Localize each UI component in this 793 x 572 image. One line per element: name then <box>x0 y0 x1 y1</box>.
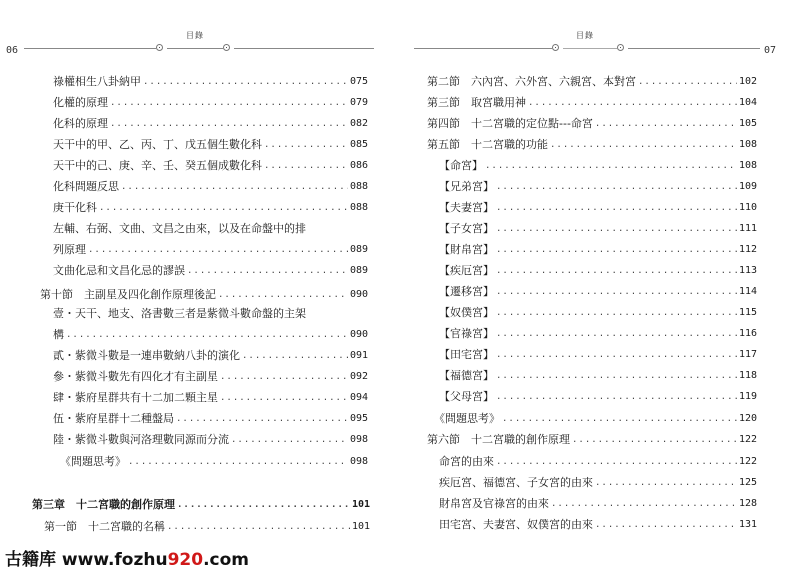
site-watermark <box>5 545 249 570</box>
toc-entry-page: 109 <box>738 181 757 192</box>
toc-entry-title: 肆・紫府星群共有十二加二顆主星 <box>53 391 218 404</box>
header-rule <box>414 48 552 49</box>
toc-entry-title: 【兄弟宮】 <box>439 180 494 193</box>
toc-entry-title: 第三章 十二宮職的創作原理 <box>32 498 175 511</box>
toc-entry-page: 115 <box>738 307 757 318</box>
toc-entry-page: 090 <box>349 289 368 300</box>
left-page <box>0 0 390 572</box>
toc-section-entry[interactable] <box>427 117 757 131</box>
toc-entry-title: 【奴僕宮】 <box>439 306 494 319</box>
toc-entry-title: 化科的原理 <box>53 117 108 130</box>
toc-entry-page: 079 <box>349 97 368 108</box>
toc-entry[interactable] <box>439 497 757 511</box>
toc-entry-title: 伍・紫府星群十二種盤局 <box>53 412 174 425</box>
toc-entry-page: 089 <box>349 265 368 276</box>
toc-entry[interactable] <box>53 243 368 257</box>
toc-entry-page: 122 <box>738 456 757 467</box>
header-rule <box>628 48 760 49</box>
toc-entry-title: 文曲化忌和文昌化忌的謬誤 <box>53 264 185 277</box>
toc-entry[interactable] <box>439 369 757 383</box>
toc-entry[interactable] <box>439 455 757 469</box>
toc-entry[interactable] <box>439 222 757 236</box>
toc-entry-page: 108 <box>738 160 757 171</box>
toc-entry-page: 075 <box>349 76 368 87</box>
toc-entry[interactable] <box>53 391 368 405</box>
toc-entry-page: 090 <box>349 329 368 340</box>
toc-entry[interactable] <box>53 201 368 215</box>
toc-entry-title: 第六節 十二宮職的創作原理 <box>427 433 570 446</box>
toc-section-entry[interactable] <box>427 96 757 110</box>
toc-entry-title: 化科問題反思 <box>53 180 119 193</box>
toc-entry-title: 祿權相生八卦納甲 <box>53 75 141 88</box>
toc-entry[interactable] <box>439 306 757 320</box>
watermark-url-number: 920 <box>167 550 204 570</box>
toc-entry[interactable] <box>439 476 757 490</box>
toc-entry-page: 101 <box>351 499 370 510</box>
watermark-site-name: 古籍库 <box>5 550 56 570</box>
toc-entry-page: 119 <box>738 391 757 402</box>
toc-entry[interactable] <box>439 348 757 362</box>
toc-entry-title: 庚干化科 <box>53 201 97 214</box>
header-title: 目錄 <box>186 31 204 40</box>
right-page <box>400 0 793 572</box>
toc-entry[interactable] <box>439 518 757 532</box>
toc-entry[interactable] <box>53 138 368 152</box>
toc-entry[interactable] <box>439 327 757 341</box>
ornament-icon <box>156 44 163 51</box>
toc-entry-page: 088 <box>349 202 368 213</box>
toc-entry-title: 【官祿宮】 <box>439 327 494 340</box>
ornament-icon <box>552 44 559 51</box>
toc-entry-title: 左輔、右弼、文曲、文昌之由來，以及在命盤中的排 <box>53 222 306 235</box>
toc-entry[interactable] <box>53 117 368 131</box>
toc-entry-page: 105 <box>738 118 757 129</box>
watermark-url-prefix: www.fozhu <box>61 550 168 570</box>
toc-entry-title: 第五節 十二宮職的功能 <box>427 138 548 151</box>
toc-entry-page: 120 <box>738 413 757 424</box>
toc-entry[interactable] <box>439 180 757 194</box>
toc-entry-title: 陸・紫微斗數與河洛理數同源而分流 <box>53 433 229 446</box>
toc-entry-title: 第三節 取宮職用神 <box>427 96 526 109</box>
toc-entry-page: 094 <box>349 392 368 403</box>
toc-entry-page: 113 <box>738 265 757 276</box>
toc-entry-page: 125 <box>738 477 757 488</box>
toc-entry[interactable] <box>53 349 368 363</box>
toc-entry-page: 122 <box>738 434 757 445</box>
toc-entry[interactable] <box>53 370 368 384</box>
toc-entry[interactable] <box>439 201 757 215</box>
toc-entry-title: 【福德宮】 <box>439 369 494 382</box>
toc-entry-title: 疾厄宮、福德宮、子女宮的由來 <box>439 476 593 489</box>
ornament-icon <box>223 44 230 51</box>
toc-entry[interactable] <box>53 222 368 236</box>
toc-entry-title: 《問題思考》 <box>434 412 500 425</box>
toc-entry-title: 第二節 六內宮、六外宮、六親宮、本對宮 <box>427 75 636 88</box>
toc-entry-page: 102 <box>738 76 757 87</box>
toc-entry[interactable] <box>53 328 368 342</box>
header-rule <box>563 48 617 49</box>
toc-entry-title: 化權的原理 <box>53 96 108 109</box>
toc-entry[interactable] <box>53 412 368 426</box>
toc-entry[interactable] <box>439 159 757 173</box>
toc-entry[interactable] <box>53 75 368 89</box>
ornament-icon <box>617 44 624 51</box>
toc-entry-page: 098 <box>349 456 368 467</box>
toc-entry[interactable] <box>53 96 368 110</box>
page-number: 06 <box>6 45 19 56</box>
toc-entry-title: 第四節 十二宮職的定位點---命宮 <box>427 117 593 130</box>
toc-entry-page: 089 <box>349 244 368 255</box>
toc-entry-title: 天干中的己、庚、辛、壬、癸五個成數化科 <box>53 159 262 172</box>
toc-entry-page: 104 <box>738 97 757 108</box>
toc-entry[interactable] <box>60 455 368 469</box>
toc-entry-page: 114 <box>738 286 757 297</box>
toc-entry-title: 構 <box>53 328 64 341</box>
header-rule <box>167 48 223 49</box>
toc-entry-title: 【財帛宮】 <box>439 243 494 256</box>
toc-entry-title: 天干中的甲、乙、丙、丁、戊五個生數化科 <box>53 138 262 151</box>
toc-section-entry[interactable] <box>427 433 757 447</box>
toc-entry-page: 085 <box>349 139 368 150</box>
toc-entry[interactable] <box>434 412 757 426</box>
toc-entry-title: 【疾厄宮】 <box>439 264 494 277</box>
toc-entry-title: 命宮的由來 <box>439 455 494 468</box>
toc-entry-page: 098 <box>349 434 368 445</box>
toc-entry-title: 【父母宮】 <box>439 390 494 403</box>
toc-entry[interactable] <box>53 159 368 173</box>
header-rule <box>234 48 374 49</box>
toc-entry-page: 108 <box>738 139 757 150</box>
toc-entry[interactable] <box>53 307 368 321</box>
toc-section-entry[interactable] <box>427 138 757 152</box>
toc-entry-page: 118 <box>738 370 757 381</box>
header-rule <box>24 48 156 49</box>
toc-entry-title: 田宅宮、夫妻宮、奴僕宮的由來 <box>439 518 593 531</box>
toc-entry-page: 111 <box>738 223 757 234</box>
toc-entry-title: 第十節 主副星及四化創作原理後記 <box>40 288 216 301</box>
header-title: 目錄 <box>576 31 594 40</box>
toc-section-entry[interactable] <box>44 520 370 534</box>
toc-entry-page: 117 <box>738 349 757 360</box>
toc-entry-title: 財帛宮及官祿宮的由來 <box>439 497 549 510</box>
toc-entry[interactable] <box>53 264 368 278</box>
toc-entry[interactable] <box>439 264 757 278</box>
toc-entry-title: 《問題思考》 <box>60 455 126 468</box>
toc-entry-page: 110 <box>738 202 757 213</box>
toc-entry[interactable] <box>439 285 757 299</box>
toc-entry-page: 092 <box>349 371 368 382</box>
watermark-url-suffix: .com <box>203 550 250 570</box>
toc-entry-page: 128 <box>738 498 757 509</box>
toc-entry-title: 【遷移宮】 <box>439 285 494 298</box>
toc-entry[interactable] <box>439 390 757 404</box>
toc-entry-title: 【子女宮】 <box>439 222 494 235</box>
toc-chapter-entry[interactable] <box>32 498 370 512</box>
page-number: 07 <box>764 45 777 56</box>
toc-entry-title: 【夫妻宮】 <box>439 201 494 214</box>
toc-entry-page: 088 <box>349 181 368 192</box>
toc-entry[interactable] <box>439 243 757 257</box>
toc-entry-page: 116 <box>738 328 757 339</box>
toc-entry-page: 112 <box>738 244 757 255</box>
toc-entry-page: 101 <box>351 521 370 532</box>
toc-entry-title: 【田宅宮】 <box>439 348 494 361</box>
toc-entry-page: 086 <box>349 160 368 171</box>
toc-entry-title: 參・紫微斗數先有四化才有主副星 <box>53 370 218 383</box>
toc-entry[interactable] <box>53 180 368 194</box>
toc-section-entry[interactable] <box>427 75 757 89</box>
toc-entry-page: 082 <box>349 118 368 129</box>
toc-entry-title: 【命宮】 <box>439 159 483 172</box>
toc-entry-title: 列原理 <box>53 243 86 256</box>
toc-entry-title: 貳・紫微斗數是一連串數納八卦的演化 <box>53 349 240 362</box>
toc-section-entry[interactable] <box>40 288 368 302</box>
toc-entry-title: 第一節 十二宮職的名稱 <box>44 520 165 533</box>
toc-entry-title: 壹・天干、地支、洛書數三者是紫微斗數命盤的主架 <box>53 307 306 320</box>
toc-entry-page: 131 <box>738 519 757 530</box>
toc-entry-page: 091 <box>349 350 368 361</box>
toc-entry[interactable] <box>53 433 368 447</box>
toc-entry-page: 095 <box>349 413 368 424</box>
